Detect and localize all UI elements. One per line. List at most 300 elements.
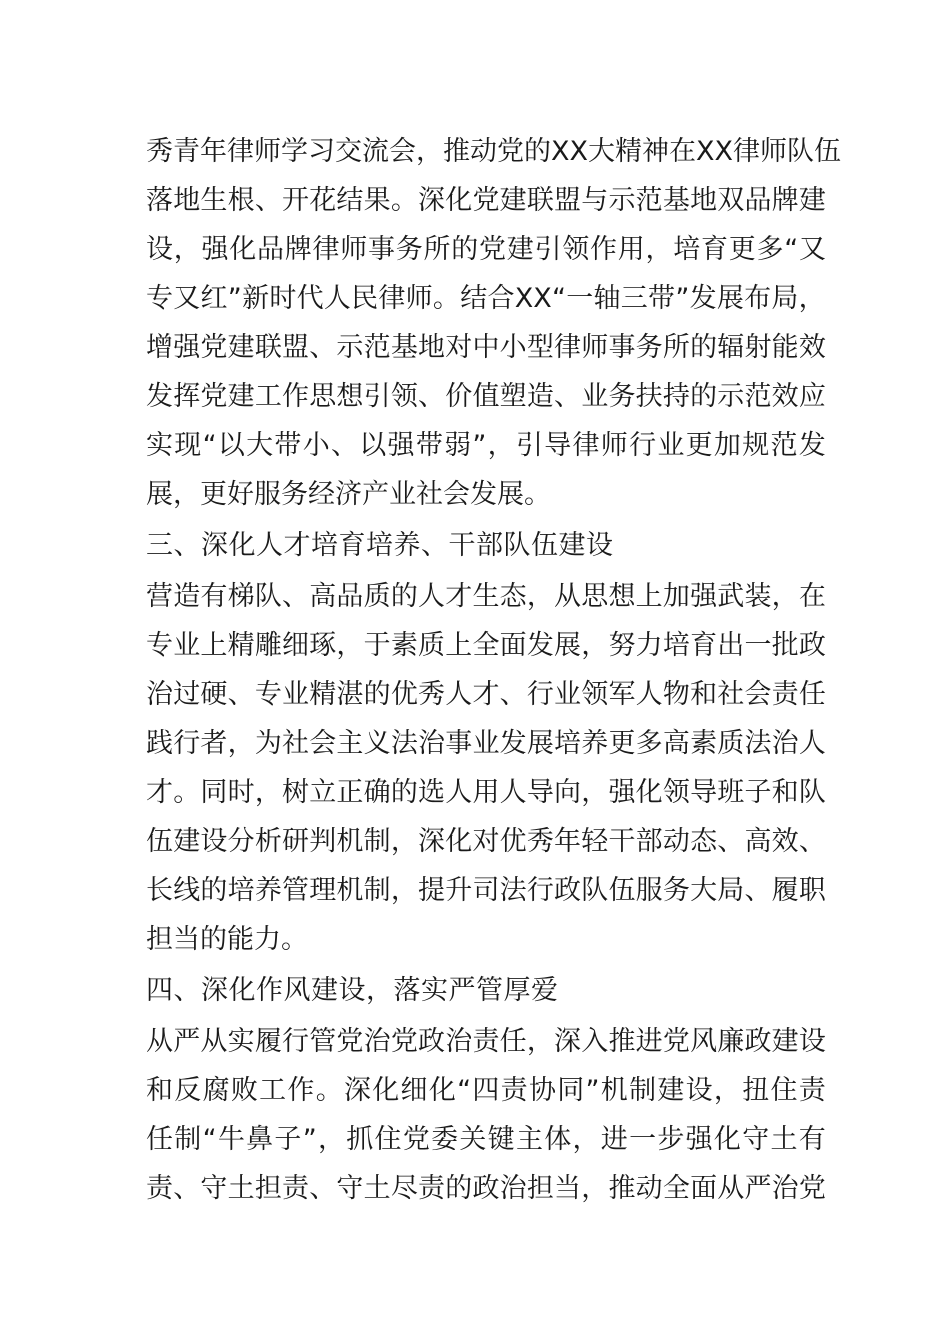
glyph: 效	[771, 381, 799, 412]
glyph: 、	[418, 381, 446, 412]
glyph: 一	[629, 1124, 657, 1155]
glyph: 扭	[742, 1075, 770, 1106]
glyph: 主	[336, 728, 364, 759]
glyph: 育	[701, 234, 728, 265]
glyph: 展	[554, 630, 582, 661]
glyph: 担	[254, 1173, 282, 1204]
glyph: 生	[472, 581, 500, 612]
glyph: 师	[600, 430, 628, 461]
paragraph-line	[146, 380, 826, 414]
glyph: 党	[662, 1026, 690, 1057]
glyph: 任	[499, 1026, 527, 1057]
glyph: 民	[351, 283, 379, 314]
glyph: 牌	[771, 185, 799, 216]
glyph: 化	[445, 826, 473, 857]
glyph: 治	[418, 728, 446, 759]
glyph: 持	[662, 381, 690, 412]
glyph: 全	[662, 1173, 690, 1204]
glyph: 发	[526, 630, 554, 661]
glyph: 行	[526, 679, 554, 710]
glyph: ，	[173, 234, 201, 265]
glyph: 法	[499, 875, 527, 906]
glyph: ，	[526, 581, 554, 612]
glyph: 带	[415, 430, 443, 461]
glyph: 精	[309, 679, 337, 710]
glyph: 制	[363, 826, 391, 857]
glyph: 败	[230, 1075, 258, 1106]
glyph: 挥	[173, 381, 201, 412]
glyph: 政	[418, 1026, 446, 1057]
glyph: 导	[544, 430, 572, 461]
glyph: 服	[635, 875, 663, 906]
glyph: 流	[362, 136, 389, 167]
glyph: 律	[733, 136, 760, 167]
glyph: ，	[581, 1173, 609, 1204]
glyph: 培	[673, 234, 701, 265]
glyph: ，	[526, 1026, 554, 1057]
glyph: 社	[282, 728, 310, 759]
glyph: 伍	[814, 136, 841, 167]
glyph: 引	[363, 381, 391, 412]
glyph: 现	[174, 430, 202, 461]
glyph: 动	[470, 136, 497, 167]
glyph: 严	[744, 1173, 772, 1204]
glyph: 担	[526, 1173, 554, 1204]
glyph: 党	[336, 1026, 364, 1057]
glyph: 的	[690, 332, 718, 363]
glyph: 根	[227, 185, 255, 216]
glyph: 职	[798, 875, 826, 906]
glyph: 上	[445, 630, 473, 661]
glyph: 向	[554, 777, 582, 808]
glyph: 的	[524, 136, 551, 167]
glyph: 事	[368, 234, 395, 265]
glyph: 务	[608, 381, 636, 412]
glyph: 步	[657, 1124, 685, 1155]
glyph: 更	[608, 728, 636, 759]
glyph: 和	[690, 679, 718, 710]
glyph: 键	[487, 1124, 515, 1155]
glyph: 风	[690, 1026, 718, 1057]
glyph: 又	[173, 283, 201, 314]
glyph: 党	[472, 185, 500, 216]
glyph: ”	[585, 1075, 600, 1106]
glyph: 任	[146, 1124, 173, 1155]
glyph: 队	[798, 777, 826, 808]
glyph: 以	[359, 430, 387, 461]
glyph: 专	[146, 283, 173, 314]
paragraph-line	[146, 580, 826, 614]
glyph: 示	[336, 332, 364, 363]
glyph: 制	[363, 875, 391, 906]
glyph: 正	[336, 777, 364, 808]
glyph: 态	[499, 581, 527, 612]
glyph: 琢	[309, 630, 337, 661]
glyph: 和	[771, 777, 799, 808]
glyph: 细	[282, 630, 310, 661]
paragraph-line	[146, 727, 826, 761]
glyph: 专	[254, 679, 282, 710]
glyph: ，	[798, 283, 826, 314]
glyph: ，	[336, 630, 364, 661]
glyph: 专	[146, 630, 173, 661]
glyph: 更	[728, 234, 756, 265]
glyph: “	[457, 1075, 472, 1106]
glyph: 发	[146, 381, 173, 412]
glyph: “	[202, 430, 217, 461]
glyph: 双	[717, 185, 745, 216]
glyph: 动	[662, 826, 690, 857]
glyph: 基	[662, 185, 690, 216]
glyph: 秀	[146, 136, 173, 167]
glyph: ，	[487, 430, 515, 461]
glyph: 抓	[346, 1124, 374, 1155]
glyph: 党	[200, 381, 228, 412]
glyph: 出	[717, 630, 745, 661]
glyph: 治	[771, 728, 799, 759]
glyph: 治	[146, 679, 173, 710]
glyph: 建	[798, 185, 826, 216]
glyph: 行	[173, 728, 201, 759]
glyph: 结	[460, 283, 488, 314]
glyph: 培	[227, 875, 255, 906]
glyph: 队	[581, 875, 609, 906]
glyph: 努	[608, 630, 636, 661]
glyph: 地	[418, 332, 446, 363]
glyph: 弱	[444, 430, 472, 461]
glyph: 时	[269, 283, 297, 314]
glyph: 子	[274, 1124, 302, 1155]
paragraph-line	[146, 233, 826, 267]
glyph: 引	[534, 234, 562, 265]
glyph: 选	[418, 777, 446, 808]
glyph: 牌	[284, 234, 312, 265]
glyph: 设	[146, 234, 173, 265]
glyph: 进	[600, 1124, 628, 1155]
glyph: 业	[554, 679, 582, 710]
paragraph-line	[146, 1074, 826, 1108]
glyph: 联	[526, 185, 554, 216]
glyph: 、	[554, 381, 582, 412]
glyph: 年	[200, 136, 227, 167]
glyph: 责	[146, 1173, 173, 1204]
glyph: 强	[608, 777, 636, 808]
glyph: 业	[657, 430, 685, 461]
glyph: 批	[771, 630, 799, 661]
glyph: 范	[744, 381, 772, 412]
glyph: 政	[744, 1026, 772, 1057]
glyph: ”	[302, 1124, 317, 1155]
glyph: 务	[395, 234, 423, 265]
glyph: 从	[554, 581, 582, 612]
glyph: 业	[173, 630, 201, 661]
glyph: 设	[798, 1026, 826, 1057]
glyph: 班	[717, 777, 745, 808]
glyph: 多	[756, 234, 784, 265]
glyph: 、	[309, 332, 337, 363]
glyph: 腐	[202, 1075, 230, 1106]
paragraph-line	[146, 776, 826, 810]
glyph: 发	[499, 728, 527, 759]
glyph: “	[202, 1124, 217, 1155]
glyph: 线	[173, 875, 201, 906]
glyph: 伍	[608, 875, 636, 906]
glyph: ”	[675, 283, 690, 314]
glyph: 质	[717, 728, 745, 759]
glyph: 示	[608, 185, 636, 216]
glyph: 才	[146, 777, 173, 808]
glyph: 中	[472, 332, 500, 363]
glyph: ”	[227, 283, 242, 314]
glyph: 设	[200, 826, 228, 857]
glyph: 履	[254, 1026, 282, 1057]
glyph: ，	[771, 581, 799, 612]
glyph: 。	[390, 185, 418, 216]
glyph: 的	[451, 234, 479, 265]
glyph: 习	[308, 136, 335, 167]
glyph: 梯	[227, 581, 255, 612]
glyph: ，	[317, 1124, 345, 1155]
glyph: 化	[229, 234, 257, 265]
glyph: 同	[557, 1075, 585, 1106]
glyph: 严	[173, 1026, 201, 1057]
glyph: 全	[472, 630, 500, 661]
glyph: 品	[336, 581, 364, 612]
glyph: 反	[174, 1075, 202, 1106]
paragraph-line	[146, 331, 826, 365]
glyph: 土	[363, 1173, 391, 1204]
glyph: 造	[173, 581, 201, 612]
glyph: 、	[330, 430, 358, 461]
glyph: 建	[227, 381, 255, 412]
glyph: 同	[200, 777, 228, 808]
glyph: 用	[617, 234, 645, 265]
glyph: ，	[645, 234, 673, 265]
glyph: 律	[572, 430, 600, 461]
glyph: 在	[669, 136, 696, 167]
paragraph-line: 担当的能力。	[146, 924, 308, 955]
glyph: 的	[690, 381, 718, 412]
glyph: 升	[445, 875, 473, 906]
glyph: 年	[554, 826, 582, 857]
glyph: 人	[323, 283, 351, 314]
glyph: 引	[515, 430, 543, 461]
glyph: 武	[717, 581, 745, 612]
glyph: 型	[526, 332, 554, 363]
glyph: 的	[390, 581, 418, 612]
glyph: 治	[445, 1026, 473, 1057]
glyph: 履	[771, 875, 799, 906]
glyph: 从	[146, 1026, 173, 1057]
glyph: 分	[227, 826, 255, 857]
glyph: 提	[418, 875, 446, 906]
glyph: 者	[200, 728, 228, 759]
glyph: 行	[526, 875, 554, 906]
glyph: 进	[635, 1026, 663, 1057]
glyph: 值	[472, 381, 500, 412]
glyph: 党	[390, 1026, 418, 1057]
glyph: 精	[227, 630, 255, 661]
glyph: 法	[390, 728, 418, 759]
glyph: 、	[309, 1173, 337, 1204]
glyph: 师	[340, 234, 368, 265]
glyph: 盟	[282, 332, 310, 363]
glyph: 新	[242, 283, 270, 314]
glyph: 、	[254, 185, 282, 216]
glyph: 一	[566, 283, 594, 314]
glyph: 培	[554, 728, 582, 759]
glyph: 深	[418, 826, 446, 857]
glyph: 学	[281, 136, 308, 167]
glyph: 造	[526, 381, 554, 412]
glyph: 示	[717, 381, 745, 412]
glyph: ”	[472, 430, 487, 461]
glyph: 师	[405, 283, 433, 314]
glyph: 廉	[717, 1026, 745, 1057]
glyph: 研	[282, 826, 310, 857]
glyph: 对	[472, 826, 500, 857]
glyph: 工	[259, 1075, 287, 1106]
glyph: 行	[282, 1026, 310, 1057]
paragraph-line	[146, 629, 826, 663]
glyph: 深	[343, 1075, 371, 1106]
glyph: 确	[363, 777, 391, 808]
glyph: 子	[744, 777, 772, 808]
glyph: 律	[554, 332, 582, 363]
glyph: 辐	[717, 332, 745, 363]
glyph: 师	[581, 332, 609, 363]
glyph: 带	[274, 430, 302, 461]
glyph: 强	[387, 430, 415, 461]
glyph: ，	[227, 728, 255, 759]
glyph: 导	[690, 777, 718, 808]
glyph: 化	[713, 1124, 741, 1155]
paragraph-line: 展，更好服务经济产业社会发展。	[146, 479, 551, 510]
glyph: 、	[717, 826, 745, 857]
glyph: 主	[515, 1124, 543, 1155]
glyph: 有	[798, 1124, 826, 1155]
glyph: 律	[227, 136, 254, 167]
glyph: 优	[499, 826, 527, 857]
glyph: 会	[389, 136, 416, 167]
glyph: 建	[771, 1026, 799, 1057]
glyph: 作	[287, 1075, 315, 1106]
glyph: 素	[390, 630, 418, 661]
glyph: 在	[798, 581, 826, 612]
glyph: ，	[572, 1124, 600, 1155]
glyph: 深	[418, 185, 446, 216]
paragraph-line	[146, 135, 841, 169]
glyph: 人	[499, 777, 527, 808]
glyph: 从	[717, 1173, 745, 1204]
glyph: 律	[378, 283, 406, 314]
glyph: 机	[600, 1075, 628, 1106]
glyph: 建	[506, 234, 534, 265]
glyph: 果	[363, 185, 391, 216]
glyph: 党	[200, 332, 228, 363]
glyph: 所	[423, 234, 451, 265]
glyph: 扶	[635, 381, 663, 412]
glyph: 事	[608, 332, 636, 363]
glyph: 化	[635, 777, 663, 808]
glyph: 、	[499, 679, 527, 710]
glyph: 对	[445, 332, 473, 363]
glyph: 。	[315, 1075, 343, 1106]
glyph: 轻	[581, 826, 609, 857]
glyph: 多	[635, 728, 663, 759]
glyph: ，	[390, 826, 418, 857]
glyph: 行	[629, 430, 657, 461]
glyph: 、	[227, 679, 255, 710]
glyph: 协	[528, 1075, 556, 1106]
glyph: 建	[227, 332, 255, 363]
glyph: 结	[336, 185, 364, 216]
glyph: 育	[690, 630, 718, 661]
glyph: 当	[554, 1173, 582, 1204]
glyph: 管	[309, 1026, 337, 1057]
glyph: 基	[390, 332, 418, 363]
glyph: 展	[716, 283, 744, 314]
glyph: 开	[282, 185, 310, 216]
glyph: 党	[497, 136, 524, 167]
glyph: 、	[744, 875, 772, 906]
glyph: 三	[620, 283, 648, 314]
glyph: 细	[400, 1075, 428, 1106]
glyph: 秀	[418, 679, 446, 710]
glyph: 作	[282, 381, 310, 412]
glyph: 才	[472, 679, 500, 710]
glyph: 代	[296, 283, 324, 314]
glyph: 质	[418, 630, 446, 661]
glyph: 又	[799, 234, 826, 265]
glyph: 以	[217, 430, 245, 461]
glyph: 精	[615, 136, 642, 167]
glyph: 责	[771, 679, 799, 710]
paragraph-line	[146, 1172, 826, 1206]
glyph: 住	[770, 1075, 798, 1106]
glyph: 责	[500, 1075, 528, 1106]
paragraph-line	[146, 184, 826, 218]
glyph: 品	[257, 234, 284, 265]
glyph: 判	[309, 826, 337, 857]
section-heading: 三、深化人才培育培养、干部队伍建设	[146, 530, 614, 561]
glyph: 责	[418, 1173, 446, 1204]
glyph: 态	[690, 826, 718, 857]
glyph: 的	[363, 679, 391, 710]
glyph: 红	[200, 283, 228, 314]
glyph: 践	[146, 728, 173, 759]
glyph: 大	[690, 875, 718, 906]
glyph: 所	[662, 332, 690, 363]
glyph: 守	[200, 1173, 228, 1204]
glyph: 推	[608, 1026, 636, 1057]
glyph: 伍	[146, 826, 173, 857]
glyph: 治	[363, 1026, 391, 1057]
glyph: 队	[787, 136, 814, 167]
glyph: 价	[445, 381, 473, 412]
glyph: 人	[445, 777, 473, 808]
glyph: ，	[581, 777, 609, 808]
glyph: 大	[588, 136, 615, 167]
glyph: 规	[742, 430, 770, 461]
glyph: 业	[282, 679, 310, 710]
glyph: 增	[146, 332, 173, 363]
glyph: 高	[309, 581, 337, 612]
glyph: 长	[146, 875, 173, 906]
glyph: 范	[770, 430, 798, 461]
glyph: 加	[713, 430, 741, 461]
glyph: “	[551, 283, 566, 314]
